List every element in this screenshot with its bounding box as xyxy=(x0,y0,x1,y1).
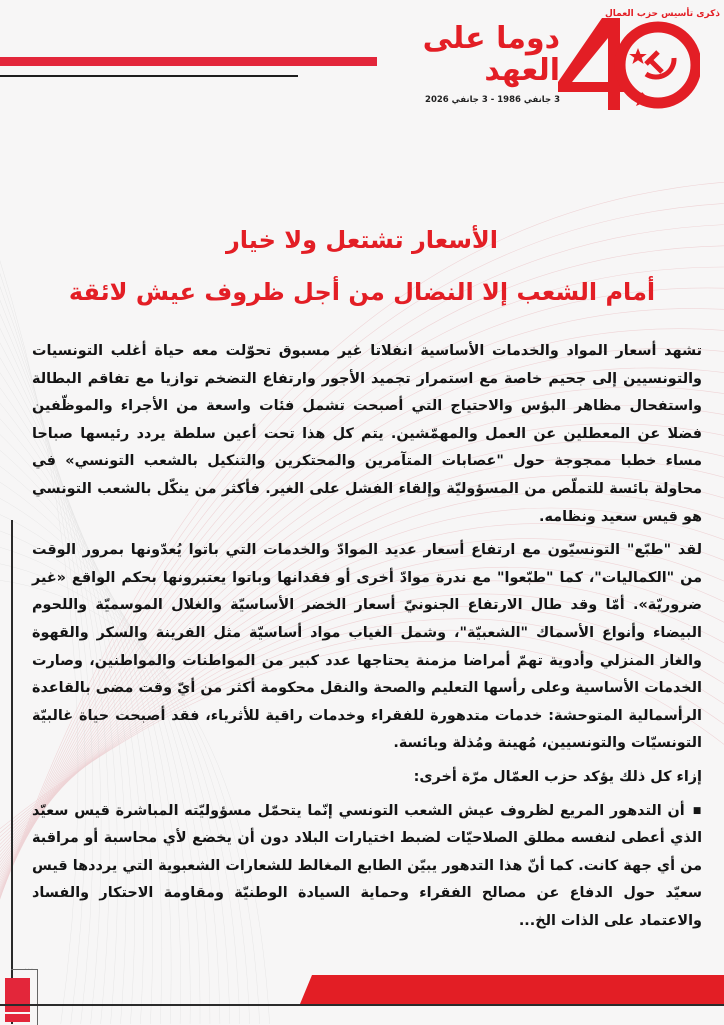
footer-red-slant-bar xyxy=(300,975,724,1004)
logo-date-range: 3 جانفي 1986 - 3 جانفي 2026 xyxy=(425,95,560,105)
left-vertical-rule xyxy=(11,520,13,1024)
article-body xyxy=(32,338,702,941)
headline-line2: أمام الشعب إلا النضال من أجل ظروف عيش لائقة xyxy=(68,278,656,306)
footer-ellipsis: ... xyxy=(24,962,34,973)
header-red-bar xyxy=(0,57,377,66)
article-bullet-item: ■ أن التدهور المريع لظروف عيش الشعب التونسي إنّما يتحمّل مسؤوليّته المباشرة قيس سعيّد الذي أعطى لنفسه مطلق الصلاحيّات لضبط اختيارات البلاد دون أن يخضع لأي محاسبة أو مراقبة من أي جهة كانت. كما أنّ هذا التدهور يبيّن الطابع المغالط للشعارات الشعبوية التي يرددها قيس سعيّد حول الدفاع عن مصالح الفقراء وحماية السيادة الوطنيّة ومقاومة الاحتكار والفساد والاعتماد على الذات الخ... xyxy=(32,798,702,936)
footer-black-rule xyxy=(0,1004,724,1006)
article-paragraph: إزاء كل ذلك يؤكد حزب العمّال مرّة أخرى: xyxy=(413,768,702,785)
hammer-icon xyxy=(646,52,662,72)
logo-title-line2: العهد xyxy=(484,53,560,88)
footer-red-block xyxy=(5,978,30,1022)
star-icon xyxy=(629,48,647,64)
logo-title-line1: دوما على xyxy=(422,21,560,56)
headline-line1: الأسعار تشتعل ولا خيار xyxy=(225,226,499,254)
article-paragraph: لقد "طبّع" التونسيّون مع ارتفاع أسعار عديد الموادّ والخدمات التي باتوا يُعدّونها بمرور الوقت من "الكماليات"، كما "طبّعوا" مع ندرة موادّ أخرى أو فقدانها وباتوا يعتبرونها بحكم الواقع «غير ضروريّة». أمّا وقد طال الارتفاع الجنونيّ أسعار الخضر الأساسيّة والغلال الموسميّة واللحوم البيضاء وأنواع الأسماك "الشعبيّة"، وشمل الغياب مواد أساسيّة مثل الفرينة والسكر والقهوة والغاز المنزلي وأدوية تهمّ أمراضا مزمنة يحتاجها عدد كبير من المواطنات والمواطنين، وصارت الخدمات الأساسية وعلى رأسها التعليم والصحة والنقل محكومة أكثر من أيّ وقت مضى بالقاعدة الرأسمالية المتوحشة: خدمات متدهورة للفقراء وخدمات راقية للأثرياء، فقد أصبحت حياة غالبيّة التونسيّات والتونسيين، مُهينة ومُذلة وبائسة. xyxy=(32,542,702,752)
logo-title xyxy=(423,23,560,87)
logo-forty-emblem xyxy=(550,10,700,115)
article-paragraph: تشهد أسعار المواد والخدمات الأساسية انفلاتا غير مسبوق تحوّلت معه حياة أغلب التونسيات والتونسيين إلى جحيم خاصة مع استمرار تجميد الأجور وارتفاع التضخم توازيا مع تفاقم البطالة واستفحال مظاهر البؤس والاحتياج التي أصبحت تشمل فئات واسعة من الأجراء والموظّفين فضلا عن المعطلين عن العمل والمهمّشين. يتم كل هذا تحت أعين سلطة يردد رئيسها صباحا مساء خطبا ممجوجة حول "عصابات المتآمرين والمحتكرين والتنكيل بالشعب التونسي» في محاولة بائسة للتملّص من المسؤوليّة وإلقاء الفشل على الغير. فأكثر من ينكّل بالشعب التونسي هو قيس سعيد ونظامه. xyxy=(32,343,702,525)
logo-arc-text: ذكرى تأسيس حزب العمال xyxy=(604,9,720,19)
header-black-rule xyxy=(0,75,298,77)
anniversary-logo xyxy=(422,5,720,115)
number-zero-emblem-icon xyxy=(620,27,696,106)
